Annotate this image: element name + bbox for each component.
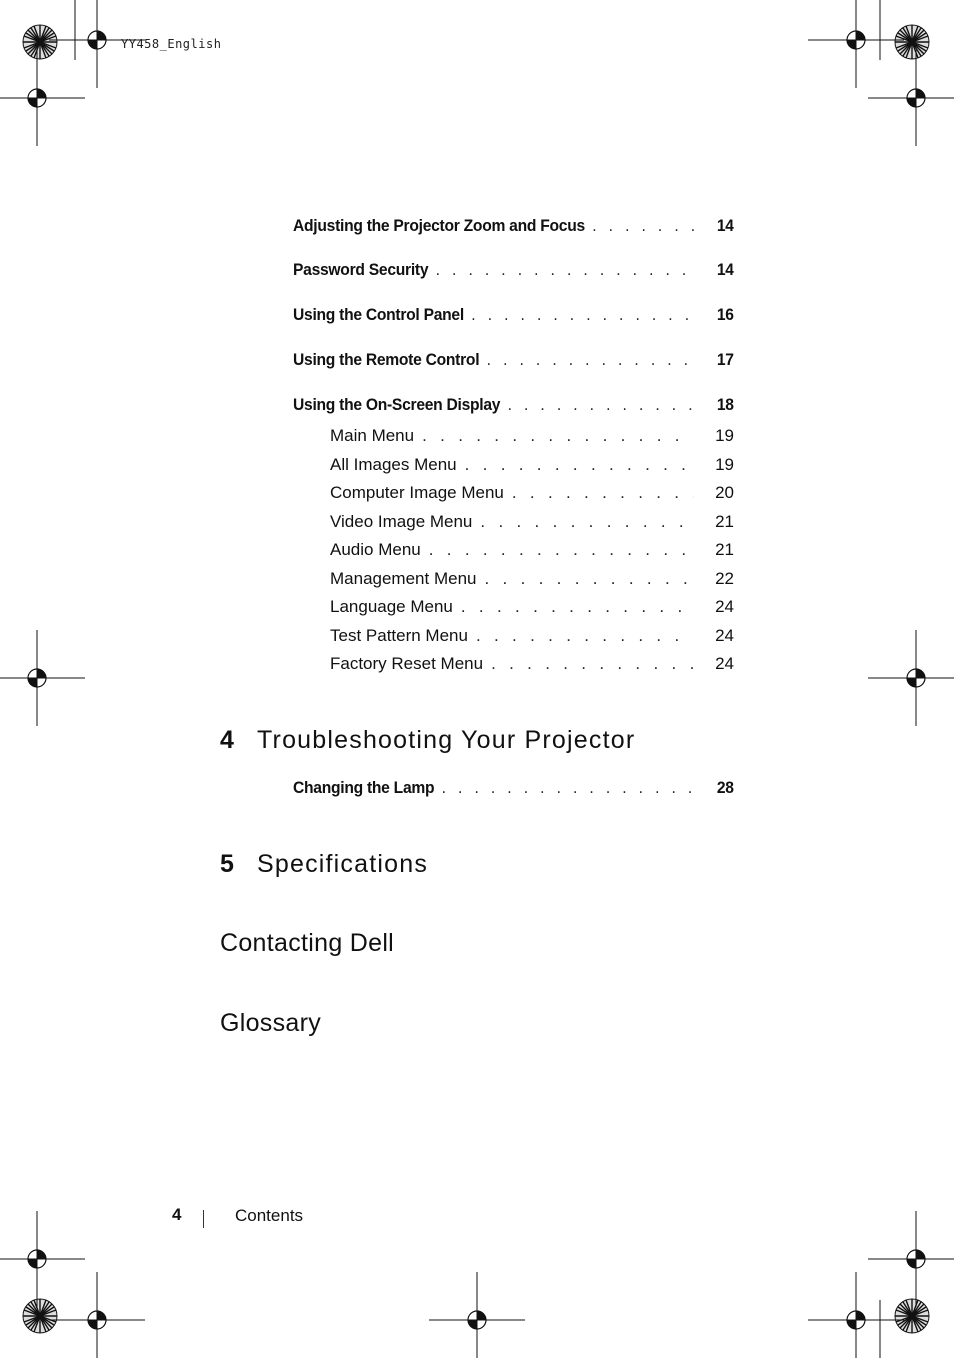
toc-leader-dots bbox=[434, 778, 697, 798]
toc-entry-page: 14 bbox=[716, 216, 734, 235]
toc-subentry-video-image-menu[interactable] bbox=[330, 512, 734, 532]
toc-entry-page: 19 bbox=[715, 455, 734, 474]
toc-subentry-computer-image-menu[interactable] bbox=[330, 483, 734, 503]
toc-entry-remote-control[interactable] bbox=[293, 350, 734, 370]
toc-entry-title: Using the Control Panel bbox=[293, 305, 464, 324]
toc-entry-zoom-focus[interactable] bbox=[293, 216, 734, 236]
chapter-number: 5 bbox=[220, 850, 234, 878]
toc-leader-dots bbox=[500, 395, 697, 415]
footer-divider bbox=[203, 1210, 204, 1228]
toc-leader-dots bbox=[414, 426, 694, 446]
toc-leader-dots bbox=[476, 569, 694, 589]
toc-entry-page: 18 bbox=[716, 395, 734, 414]
toc-entry-title: Password Security bbox=[293, 260, 429, 279]
chapter-title: Specifications bbox=[257, 850, 429, 878]
side-mark-left bbox=[0, 630, 85, 726]
toc-entry-title: Video Image Menu bbox=[330, 512, 473, 531]
heading-glossary[interactable]: Glossary bbox=[220, 1009, 322, 1037]
toc-leader-dots bbox=[428, 260, 697, 280]
chapter-heading-troubleshooting[interactable] bbox=[220, 726, 635, 755]
corner-mark-bottom-right bbox=[808, 1211, 954, 1358]
toc-entry-title: Management Menu bbox=[330, 569, 477, 588]
toc-leader-dots bbox=[468, 626, 694, 646]
toc-entry-page: 28 bbox=[716, 778, 734, 797]
toc-entry-page: 24 bbox=[715, 597, 734, 616]
chapter-heading-specifications[interactable] bbox=[220, 850, 428, 879]
toc-entry-title: Using the On-Screen Display bbox=[293, 395, 501, 414]
toc-entry-page: 21 bbox=[715, 512, 734, 531]
toc-entry-page: 22 bbox=[715, 569, 734, 588]
page-number: 4 bbox=[172, 1205, 182, 1224]
toc-entry-page: 20 bbox=[715, 483, 734, 502]
chapter-number: 4 bbox=[220, 726, 234, 754]
toc-entry-title: Using the Remote Control bbox=[293, 350, 480, 369]
toc-entry-title: Factory Reset Menu bbox=[330, 654, 484, 673]
toc-entry-control-panel[interactable] bbox=[293, 305, 734, 325]
toc-leader-dots bbox=[585, 216, 697, 236]
toc-leader-dots bbox=[421, 540, 694, 560]
toc-entry-changing-lamp[interactable] bbox=[293, 778, 734, 798]
toc-leader-dots bbox=[472, 512, 694, 532]
footer-section-title: Contents bbox=[235, 1206, 304, 1225]
toc-entry-page: 16 bbox=[716, 305, 734, 324]
toc-entry-title: Changing the Lamp bbox=[293, 778, 435, 797]
toc-subentry-all-images-menu[interactable] bbox=[330, 455, 734, 475]
toc-subentry-main-menu[interactable] bbox=[330, 426, 734, 446]
corner-mark-top-right bbox=[808, 0, 954, 146]
toc-entry-page: 14 bbox=[716, 260, 734, 279]
toc-entry-title: All Images Menu bbox=[330, 455, 457, 474]
toc-entry-title: Language Menu bbox=[330, 597, 453, 616]
side-mark-right bbox=[868, 630, 954, 726]
toc-entry-page: 24 bbox=[715, 654, 734, 673]
toc-leader-dots bbox=[464, 305, 697, 325]
toc-entry-page: 19 bbox=[715, 426, 734, 445]
toc-leader-dots bbox=[453, 597, 694, 617]
bottom-center-mark bbox=[429, 1272, 525, 1358]
corner-mark-top-left bbox=[0, 0, 145, 146]
job-label: YY458_English bbox=[121, 37, 222, 51]
toc-entry-page: 17 bbox=[716, 350, 734, 369]
toc-entry-page: 24 bbox=[715, 626, 734, 645]
toc-entry-page: 21 bbox=[715, 540, 734, 559]
toc-subentry-language-menu[interactable] bbox=[330, 597, 734, 617]
heading-contacting-dell[interactable]: Contacting Dell bbox=[220, 929, 395, 957]
toc-subentry-factory-reset-menu[interactable] bbox=[330, 654, 734, 674]
toc-entry-title: Adjusting the Projector Zoom and Focus bbox=[293, 216, 585, 235]
toc-entry-title: Main Menu bbox=[330, 426, 415, 445]
toc-subentry-management-menu[interactable] bbox=[330, 569, 734, 589]
toc-entry-title: Computer Image Menu bbox=[330, 483, 504, 502]
toc-entry-password-security[interactable] bbox=[293, 260, 734, 280]
toc-subentry-audio-menu[interactable] bbox=[330, 540, 734, 560]
toc-subentry-test-pattern-menu[interactable] bbox=[330, 626, 734, 646]
corner-mark-bottom-left bbox=[0, 1211, 145, 1358]
toc-entry-on-screen-display[interactable] bbox=[293, 395, 734, 415]
toc-leader-dots bbox=[479, 350, 697, 370]
toc-leader-dots bbox=[483, 654, 694, 674]
toc-entry-title: Test Pattern Menu bbox=[330, 626, 468, 645]
toc-entry-title: Audio Menu bbox=[330, 540, 421, 559]
chapter-title: Troubleshooting Your Projector bbox=[257, 726, 636, 754]
toc-leader-dots bbox=[457, 455, 694, 475]
toc-leader-dots bbox=[504, 483, 694, 503]
